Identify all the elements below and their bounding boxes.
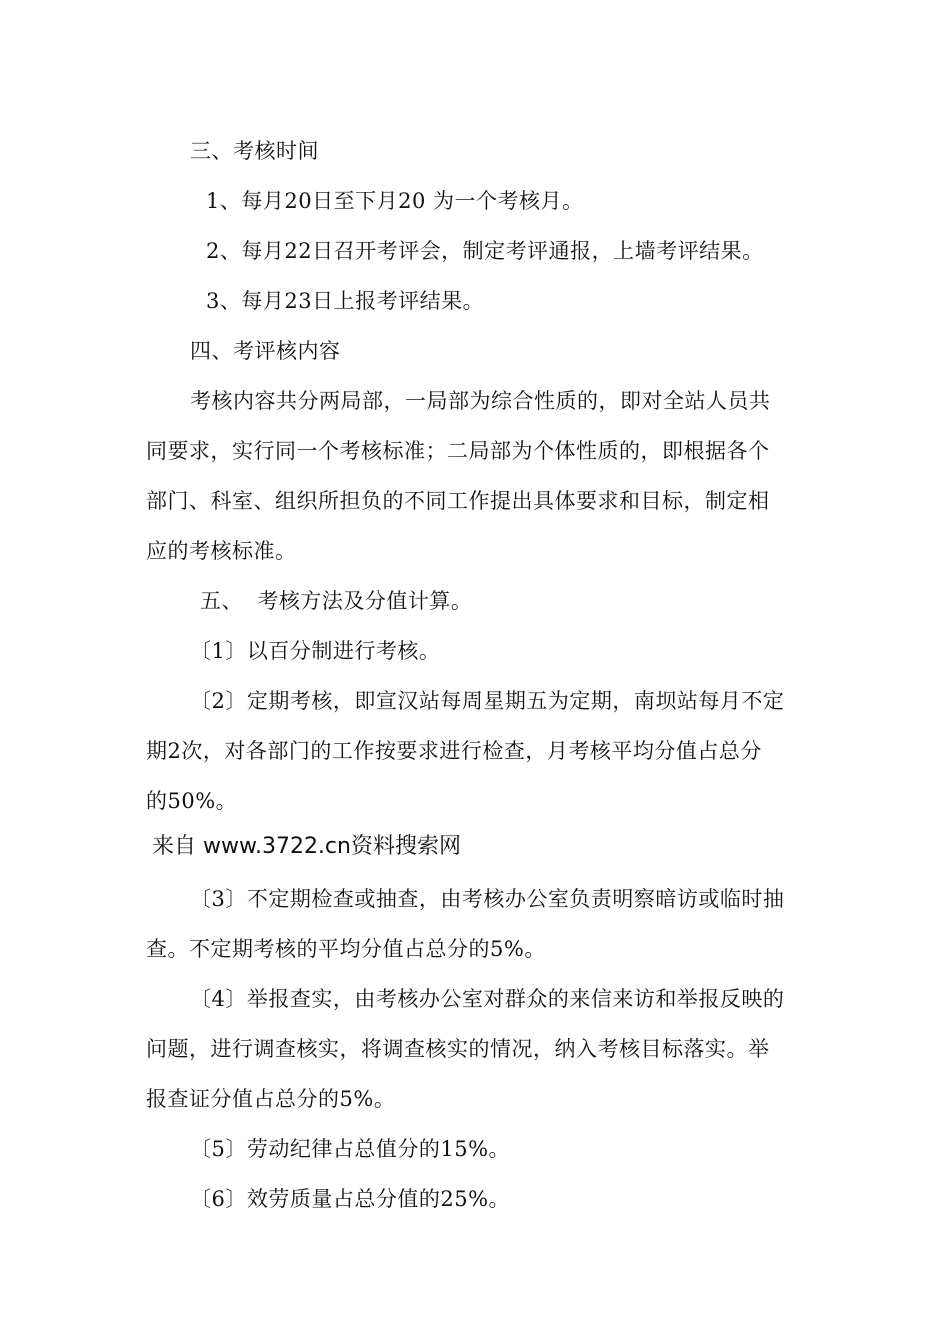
paragraph-line: 报查证分值占总分的5%。	[146, 1087, 396, 1111]
paragraph-line: 〔5〕劳动纪律占总值分的15%。	[190, 1137, 511, 1161]
paragraph-line: 1、每月20日至下月20 为一个考核月。	[206, 189, 584, 213]
section-heading-5: 五、 考核方法及分值计算。	[200, 589, 473, 613]
paragraph-line: 3、每月23日上报考评结果。	[206, 289, 485, 313]
paragraph-line: 的50%。	[146, 789, 238, 813]
section-heading-4: 四、考评核内容	[190, 339, 341, 363]
paragraph-line: 〔3〕不定期检查或抽查，由考核办公室负责明察暗访或临时抽	[190, 887, 785, 911]
paragraph-line: 〔6〕效劳质量占总分值的25%。	[190, 1187, 511, 1211]
paragraph-line: 考核内容共分两局部，一局部为综合性质的，即对全站人员共	[190, 389, 771, 413]
section-heading-3: 三、考核时间	[190, 139, 319, 163]
paragraph-line: 期2次，对各部门的工作按要求进行检查，月考核平均分值占总分	[146, 739, 762, 763]
paragraph-line: 查。不定期考核的平均分值占总分的5%。	[146, 937, 546, 961]
paragraph-line: 〔1〕以百分制进行考核。	[190, 639, 441, 663]
paragraph-line: 问题，进行调查核实，将调查核实的情况，纳入考核目标落实。举	[146, 1037, 770, 1061]
paragraph-line: 2、每月22日召开考评会，制定考评通报，上墙考评结果。	[206, 239, 764, 263]
paragraph-line: 同要求，实行同一个考核标准；二局部为个体性质的，即根据各个	[146, 439, 770, 463]
paragraph-line: 应的考核标准。	[146, 539, 297, 563]
paragraph-line: 〔2〕定期考核，即宣汉站每周星期五为定期，南坝站每月不定	[190, 689, 785, 713]
paragraph-line: 部门、科室、组织所担负的不同工作提出具体要求和目标，制定相	[146, 489, 770, 513]
paragraph-line: 〔4〕举报查实，由考核办公室对群众的来信来访和举报反映的	[190, 987, 785, 1011]
watermark-text: 来自 www.3722.cn资料搜索网	[152, 834, 461, 859]
